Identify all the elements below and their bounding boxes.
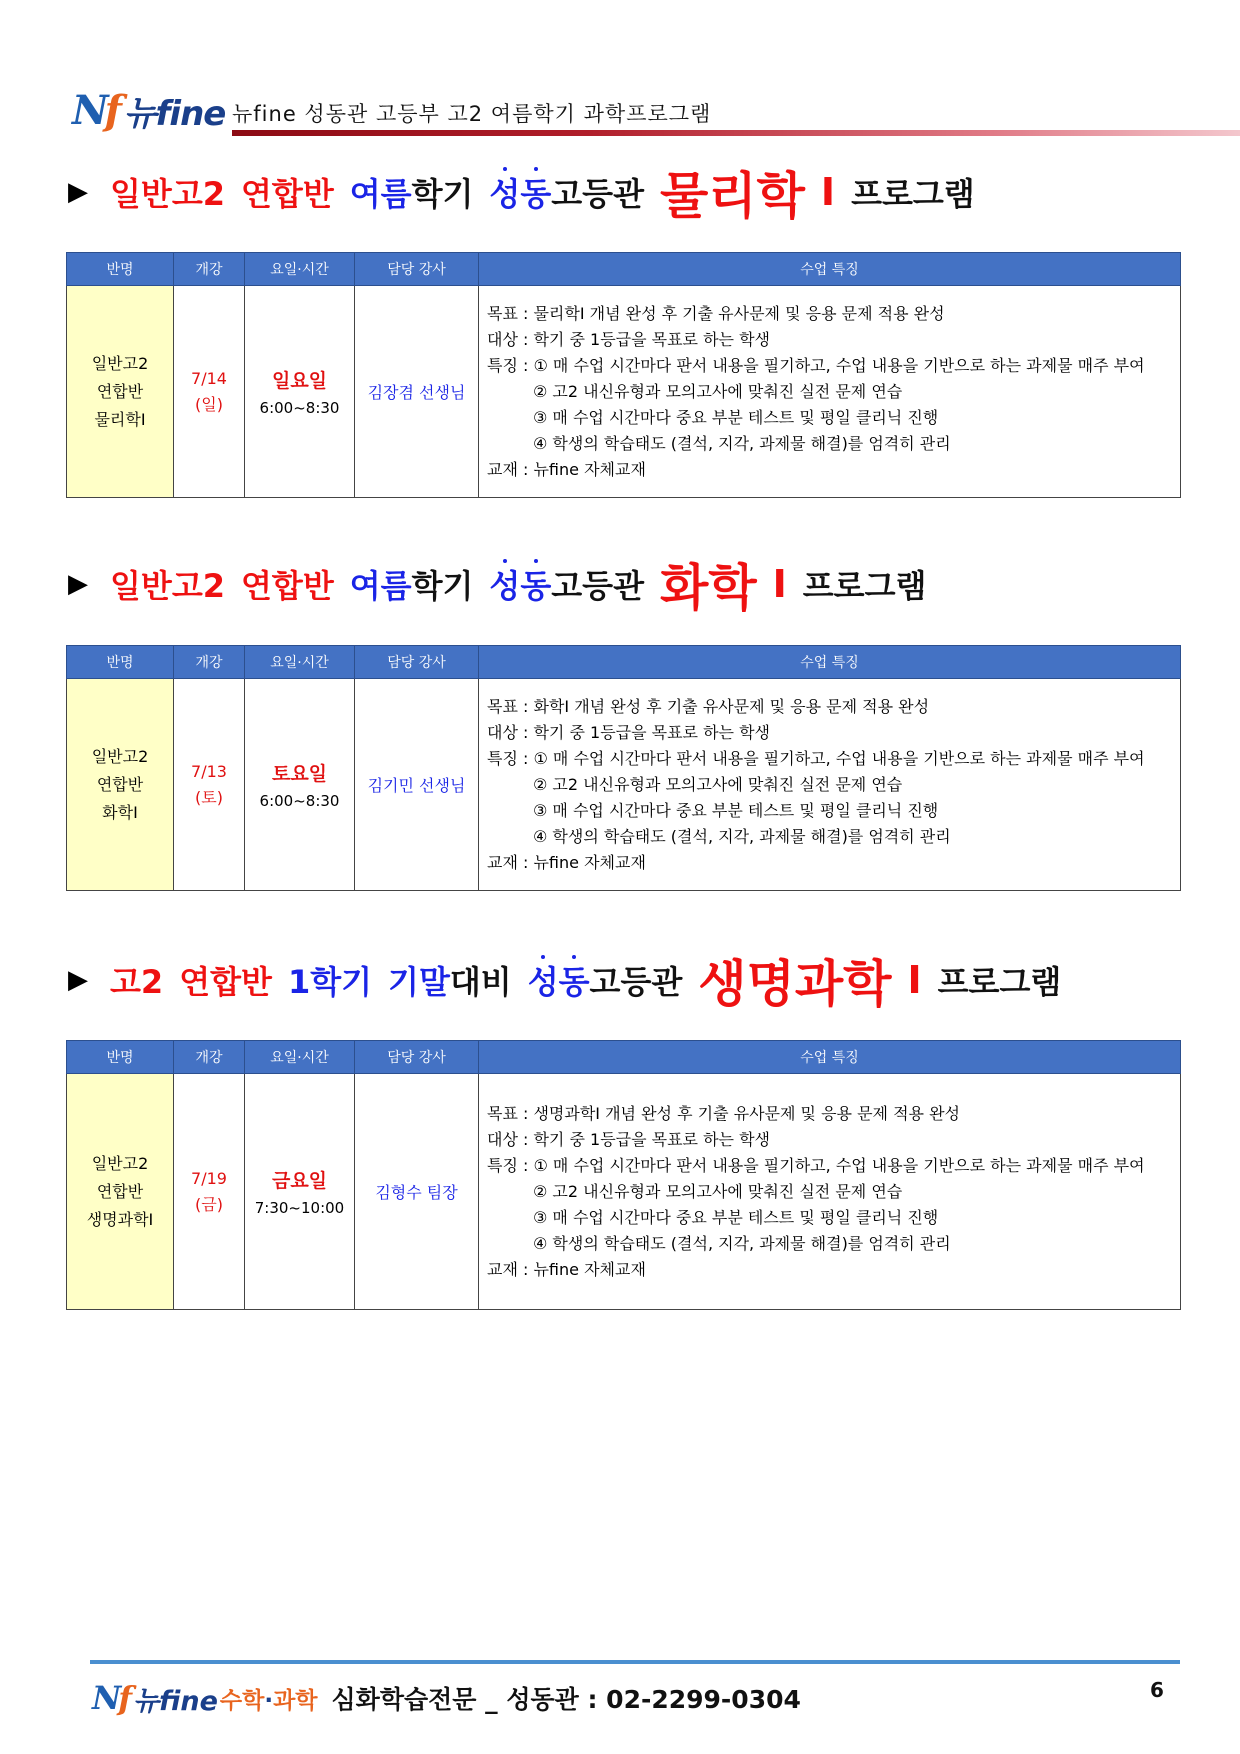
bullet-triangle-icon: ▶ xyxy=(68,569,88,599)
col-header-schedule: 요일·시간 xyxy=(245,1041,355,1074)
table-header-row xyxy=(67,646,1181,679)
col-header-schedule: 요일·시간 xyxy=(245,646,355,679)
title-subject: 생명과학 xyxy=(698,955,892,1013)
title-word: 고2 xyxy=(110,963,164,1001)
title-word: 성동고등관 xyxy=(489,561,644,607)
brand-logo xyxy=(72,88,225,132)
schedule-cell: 토요일 6:00~8:30 xyxy=(245,679,355,891)
col-header-teacher: 담당 강사 xyxy=(355,253,479,286)
title-word: 기말대비 xyxy=(388,963,512,1001)
title-word: 연합반 xyxy=(179,963,272,1001)
title-word: 연합반 xyxy=(241,567,334,605)
col-header-teacher: 담당 강사 xyxy=(355,1041,479,1074)
header-divider xyxy=(232,130,1240,136)
title-word: 성동고등관 xyxy=(528,957,683,1003)
table-header-row xyxy=(67,1041,1181,1074)
section-title-life-science xyxy=(68,945,1077,1015)
page-header xyxy=(66,80,1180,136)
title-roman: Ⅰ xyxy=(772,562,787,606)
table-row xyxy=(67,1074,1181,1310)
teacher-cell: 김형수 팀장 xyxy=(355,1074,479,1310)
title-word: 프로그램 xyxy=(802,567,927,605)
col-header-start: 개강 xyxy=(174,253,245,286)
footer-logo-mark: Nf xyxy=(92,1679,130,1717)
class-name-cell: 일반고2 연합반 화학Ⅰ xyxy=(67,679,174,891)
footer-contact: 심화학습전문 _ 성동관 : 02-2299-0304 xyxy=(331,1685,801,1714)
title-word: 연합반 xyxy=(241,175,334,213)
footer-logo-brand: 뉴fine xyxy=(133,1685,218,1717)
logo-brand-text: 뉴fine xyxy=(123,93,226,134)
table-row xyxy=(67,286,1181,498)
program-table-life-science xyxy=(66,1040,1181,1310)
page-footer xyxy=(92,1676,801,1720)
page-number: 6 xyxy=(1150,1678,1164,1702)
col-header-features: 수업 특징 xyxy=(479,253,1181,286)
title-word: 프로그램 xyxy=(851,175,975,213)
title-roman: Ⅰ xyxy=(820,170,836,214)
title-word: 일반고2 xyxy=(110,567,226,605)
features-cell: 목표 : 생명과학Ⅰ 개념 완성 후 기출 유사문제 및 응용 문제 적용 완성 대상 : 학기 중 1등급을 목표로 하는 학생 특징 : ① 매 수업 시간마다 판서 내용을 필기하고, 수업 내용을 기반으로 하는 과제물 매주 부여 ② 고2 내신유형과 모의고사에 맞춰진 실전 문제 연습 ③ 매 수업 시간마다 중요 부분 테스트 및 평일 클리닉 진행 ④ 학생의 학습태도 (결석, 지각, 과제물 해결)를 엄격히 관리 교재 : 뉴fine 자체교재 xyxy=(479,1074,1181,1310)
table-row xyxy=(67,679,1181,891)
header-title: 뉴fine 성동관 고등부 고2 여름학기 과학프로그램 xyxy=(232,102,712,126)
schedule-cell: 일요일 6:00~8:30 xyxy=(245,286,355,498)
logo-mark: Nf xyxy=(72,86,118,134)
teacher-cell: 김장겸 선생님 xyxy=(355,286,479,498)
col-header-start: 개강 xyxy=(174,1041,245,1074)
col-header-features: 수업 특징 xyxy=(479,1041,1181,1074)
class-name-cell: 일반고2 연합반 물리학Ⅰ xyxy=(67,286,174,498)
col-header-class: 반명 xyxy=(67,253,174,286)
col-header-start: 개강 xyxy=(174,646,245,679)
col-header-class: 반명 xyxy=(67,1041,174,1074)
teacher-cell: 김기민 선생님 xyxy=(355,679,479,891)
program-table-chemistry xyxy=(66,645,1181,891)
bullet-triangle-icon: ▶ xyxy=(68,177,88,207)
title-word: 여름학기 xyxy=(349,175,474,213)
title-word: 일반고2 xyxy=(110,175,226,213)
col-header-teacher: 담당 강사 xyxy=(355,646,479,679)
class-name-cell: 일반고2 연합반 생명과학Ⅰ xyxy=(67,1074,174,1310)
col-header-features: 수업 특징 xyxy=(479,646,1181,679)
footer-subjects: 수학·과학 xyxy=(219,1687,318,1714)
footer-divider xyxy=(90,1660,1180,1664)
title-roman: Ⅰ xyxy=(907,958,922,1002)
title-subject: 물리학 xyxy=(660,167,805,225)
title-word: 프로그램 xyxy=(937,963,1062,1001)
section-title-chemistry xyxy=(68,549,942,619)
schedule-cell: 금요일 7:30~10:00 xyxy=(245,1074,355,1310)
col-header-class: 반명 xyxy=(67,646,174,679)
col-header-schedule: 요일·시간 xyxy=(245,253,355,286)
title-word: 성동고등관 xyxy=(489,169,644,215)
bullet-triangle-icon: ▶ xyxy=(68,965,88,995)
start-date-cell: 7/13 (토) xyxy=(174,679,245,891)
title-word: 1학기 xyxy=(287,963,373,1001)
title-word: 여름학기 xyxy=(349,567,474,605)
start-date-cell: 7/19 (금) xyxy=(174,1074,245,1310)
table-header-row xyxy=(67,253,1181,286)
features-cell: 목표 : 물리학Ⅰ 개념 완성 후 기출 유사문제 및 응용 문제 적용 완성 대상 : 학기 중 1등급을 목표로 하는 학생 특징 : ① 매 수업 시간마다 판서 내용을 필기하고, 수업 내용을 기반으로 하는 과제물 매주 부여 ② 고2 내신유형과 모의고사에 맞춰진 실전 문제 연습 ③ 매 수업 시간마다 중요 부분 테스트 및 평일 클리닉 진행 ④ 학생의 학습태도 (결석, 지각, 과제물 해결)를 엄격히 관리 교재 : 뉴fine 자체교재 xyxy=(479,286,1181,498)
title-subject: 화학 xyxy=(660,559,757,617)
program-table-physics xyxy=(66,252,1181,498)
start-date-cell: 7/14 (일) xyxy=(174,286,245,498)
features-cell: 목표 : 화학Ⅰ 개념 완성 후 기출 유사문제 및 응용 문제 적용 완성 대상 : 학기 중 1등급을 목표로 하는 학생 특징 : ① 매 수업 시간마다 판서 내용을 필기하고, 수업 내용을 기반으로 하는 과제물 매주 부여 ② 고2 내신유형과 모의고사에 맞춰진 실전 문제 연습 ③ 매 수업 시간마다 중요 부분 테스트 및 평일 클리닉 진행 ④ 학생의 학습태도 (결석, 지각, 과제물 해결)를 엄격히 관리 교재 : 뉴fine 자체교재 xyxy=(479,679,1181,891)
section-title-physics xyxy=(68,157,991,227)
